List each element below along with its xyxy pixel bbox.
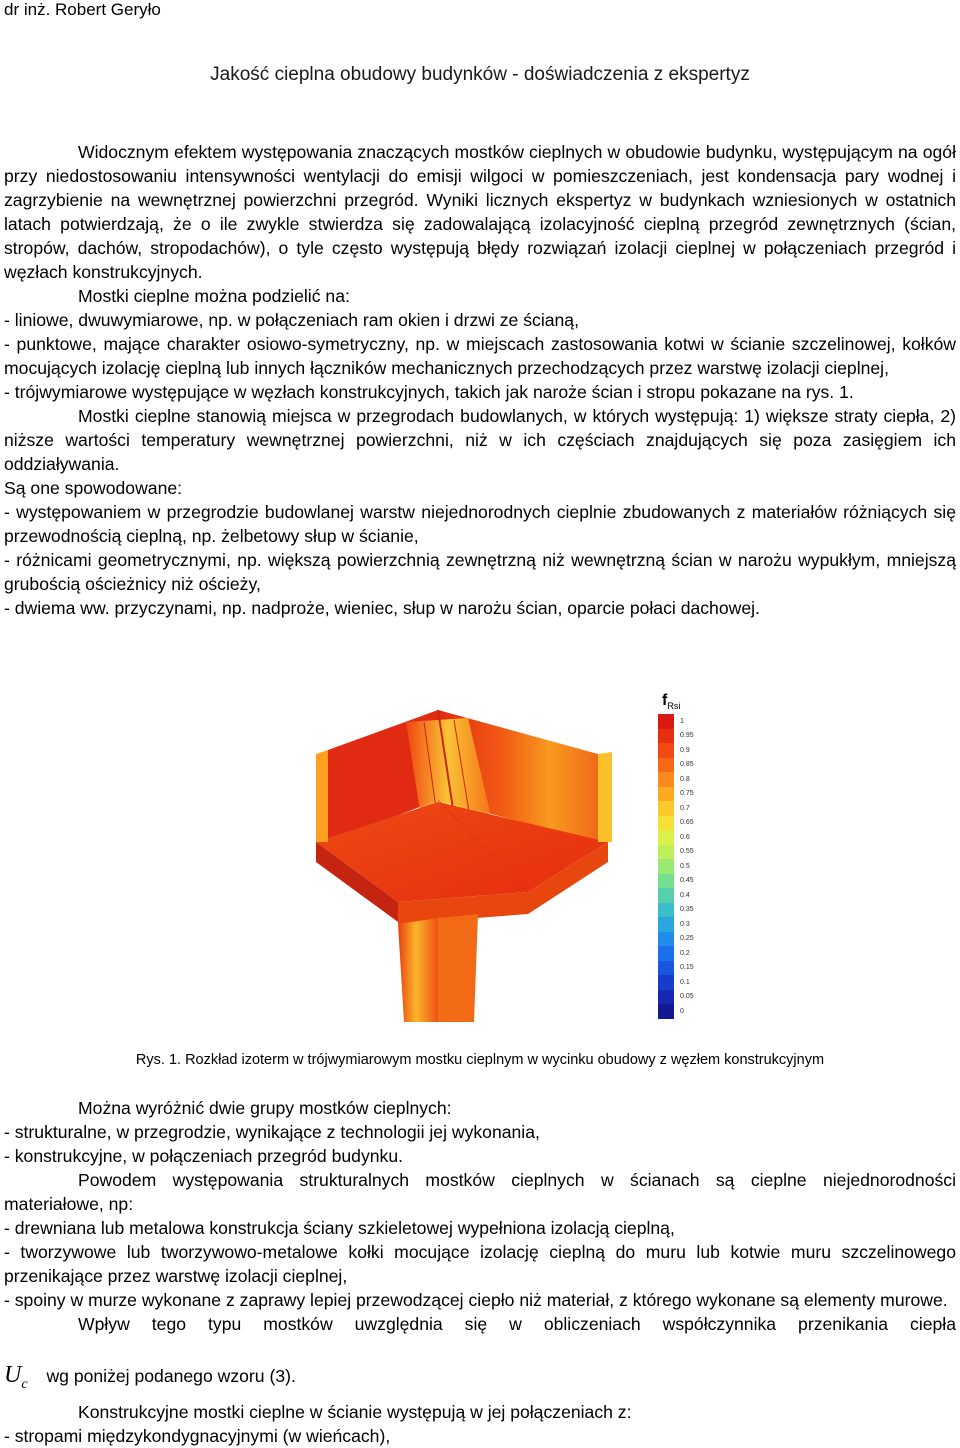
legend-swatch xyxy=(658,845,674,860)
legend-tick-label: 0.25 xyxy=(680,935,694,943)
section-structural xyxy=(4,1096,956,1336)
section-constructional xyxy=(4,1400,956,1448)
list-item: - stropami międzykondygnacyjnymi (w wieńcach), xyxy=(4,1426,391,1446)
legend-tick-label: 0.6 xyxy=(680,833,690,841)
list-item: - występowaniem w przegrodzie budowlanej warstw niejednorodnych cieplnie zbudowanych z materiałów różniących się przewodnością cieplną, np. żelbetowy słup w ścianie, xyxy=(4,502,956,546)
legend-tick-label: 0.05 xyxy=(680,993,694,1001)
legend-swatch xyxy=(658,729,674,744)
legend-swatch xyxy=(658,990,674,1005)
formula-line xyxy=(4,1362,296,1393)
formula-text: wg poniżej podanego wzoru (3). xyxy=(46,1366,296,1386)
paragraph: Widocznym efektem występowania znaczących mostków cieplnych w obudowie budynku, występującym na ogół przy niedostosowaniu intensywności wentylacji do emisji wilgoci w pomieszczeniach, jest kondensacja pary wodnej i zagrzybienie na wewnętrznej powierzchni przegród. Wyniki licznych ekspertyz w budynkach wzniesionych w ostatnich latach potwierdzają, że o ile zwykle stwierdza się zadowalającą izolacyjność cieplną przegród zewnętrznych (ścian, stropów, dachów, stropodachów), o tyle często występują błędy rozwiązań izolacji cieplnej w połączeniach przegród i węzłach konstrukcyjnych. xyxy=(4,142,956,282)
legend-step xyxy=(658,932,694,947)
paragraph: Konstrukcyjne mostki cieplne w ścianie występują w jej połączeniach z: xyxy=(78,1402,632,1422)
legend-swatch xyxy=(658,772,674,787)
list-item: - liniowe, dwuwymiarowe, np. w połączeniach ram okien i drzwi ze ścianą, xyxy=(4,310,579,330)
legend-tick-label: 0.85 xyxy=(680,761,694,769)
legend-step xyxy=(658,845,694,860)
legend-tick-label: 1 xyxy=(680,717,684,725)
legend-step xyxy=(658,830,694,845)
legend-step xyxy=(658,743,694,758)
legend-tick-label: 0.55 xyxy=(680,848,694,856)
list-item: - trójwymiarowe występujące w węzłach konstrukcyjnych, takich jak naroże ścian i stropu pokazane na rys. 1. xyxy=(4,382,854,402)
legend-step xyxy=(658,801,694,816)
legend-tick-label: 0.45 xyxy=(680,877,694,885)
legend-swatch xyxy=(658,917,674,932)
legend-swatch xyxy=(658,946,674,961)
section-intro xyxy=(4,140,956,620)
uc-symbol: $U_c$ xyxy=(4,1362,28,1392)
legend-swatch xyxy=(658,961,674,976)
column-below xyxy=(398,918,438,1022)
legend-tick-label: 0.7 xyxy=(680,804,690,812)
legend-swatch xyxy=(658,859,674,874)
column-below-side xyxy=(438,914,478,1022)
legend-step xyxy=(658,772,694,787)
legend-step xyxy=(658,1004,694,1019)
legend-swatch xyxy=(658,743,674,758)
legend-swatch xyxy=(658,1004,674,1019)
legend-tick-label: 0.65 xyxy=(680,819,694,827)
legend-tick-label: 0.4 xyxy=(680,891,690,899)
author-name: dr inż. Robert Geryło xyxy=(4,0,161,19)
paragraph: Mostki cieplne można podzielić na: xyxy=(78,286,350,306)
legend-tick-label: 0.2 xyxy=(680,949,690,957)
list-item: - dwiema ww. przyczynami, np. nadproże, wieniec, słup w narożu ścian, oparcie połaci dachowej. xyxy=(4,598,760,618)
list-item: - spoiny w murze wykonane z zaprawy lepiej przewodzącej ciepło niż materiał, z którego wykonane są elementy murowe. xyxy=(4,1290,948,1310)
legend-swatch xyxy=(658,975,674,990)
paragraph: Wpływ tego typu mostków uwzględnia się w obliczeniach współczynnika przenikania ciepła xyxy=(78,1314,956,1334)
figure-isotherm-3d xyxy=(228,692,748,1028)
legend-step xyxy=(658,729,694,744)
legend-tick-label: 0.35 xyxy=(680,906,694,914)
legend-tick-label: 0 xyxy=(680,1007,684,1015)
legend-swatch xyxy=(658,830,674,845)
list-item: - drewniana lub metalowa konstrukcja ściany szkieletowej wypełniona izolacją cieplną, xyxy=(4,1218,675,1238)
legend-swatch xyxy=(658,903,674,918)
legend-swatch xyxy=(658,932,674,947)
list-item: - różnicami geometrycznymi, np. większą powierzchnią zewnętrzną niż wewnętrzną ścian w narożu wypukłym, mniejszą grubością ościeżnicy niż ościeży, xyxy=(4,550,956,594)
legend-swatch xyxy=(658,714,674,729)
legend-step xyxy=(658,975,694,990)
legend-tick-label: 0.1 xyxy=(680,978,690,986)
legend-step xyxy=(658,874,694,889)
list-item: - strukturalne, w przegrodzie, wynikające z technologii jej wykonania, xyxy=(4,1122,540,1142)
legend-tick-label: 0.95 xyxy=(680,732,694,740)
legend-tick-label: 0.75 xyxy=(680,790,694,798)
legend-swatch xyxy=(658,758,674,773)
legend-swatch xyxy=(658,787,674,802)
paragraph: Mostki cieplne stanowią miejsca w przegrodach budowlanych, w których występują: 1) większe straty ciepła, 2) niższe wartości temperatury wewnętrznej powierzchni, niż w ich częściach znajdujących się poza zasięgiem ich oddziaływania. xyxy=(4,406,956,474)
legend-step xyxy=(658,961,694,976)
legend-step xyxy=(658,917,694,932)
legend-tick-label: 0.15 xyxy=(680,964,694,972)
paragraph: Są one spowodowane: xyxy=(4,478,183,498)
legend-step xyxy=(658,816,694,831)
legend-tick-label: 0.5 xyxy=(680,862,690,870)
figure-caption: Rys. 1. Rozkład izoterm w trójwymiarowym mostku cieplnym w wycinku obudowy z węzłem konstrukcyjnym xyxy=(135,1052,825,1068)
legend-swatch xyxy=(658,801,674,816)
legend-tick-label: 0.9 xyxy=(680,746,690,754)
document-title: Jakość cieplna obudowy budynków - doświadczenia z ekspertyz xyxy=(210,64,750,85)
legend-step xyxy=(658,903,694,918)
list-item: - tworzywowe lub tworzywowo-metalowe kołki mocujące izolację cieplną do muru lub kotwie muru szczelinowego przenikające przez warstwę izolacji cieplnej, xyxy=(4,1242,956,1286)
legend-swatch xyxy=(658,888,674,903)
legend-step xyxy=(658,714,694,729)
legend-swatch xyxy=(658,816,674,831)
legend-step xyxy=(658,990,694,1005)
legend-step xyxy=(658,946,694,961)
color-scale-legend xyxy=(658,714,694,1019)
legend-tick-label: 0.3 xyxy=(680,920,690,928)
legend-label: $f_{Rsi}$ xyxy=(662,692,681,712)
paragraph: Powodem występowania strukturalnych mostków cieplnych w ścianach są cieplne niejednorodności materiałowe, np: xyxy=(4,1170,956,1214)
list-item: - konstrukcyjne, w połączeniach przegród budynku. xyxy=(4,1146,404,1166)
legend-step xyxy=(658,859,694,874)
legend-step xyxy=(658,787,694,802)
list-item: - punktowe, mające charakter osiowo-symetryczny, np. w miejscach zastosowania kotwi w ścianie szczelinowej, kołków mocujących izolację cieplną lub innych łączników mechanicznych przechodzących przez warstwę izolacji cieplnej, xyxy=(4,334,956,378)
legend-step xyxy=(658,758,694,773)
paragraph: Można wyróżnić dwie grupy mostków cieplnych: xyxy=(78,1098,452,1118)
legend-tick-label: 0.8 xyxy=(680,775,690,783)
legend-swatch xyxy=(658,874,674,889)
legend-step xyxy=(658,888,694,903)
